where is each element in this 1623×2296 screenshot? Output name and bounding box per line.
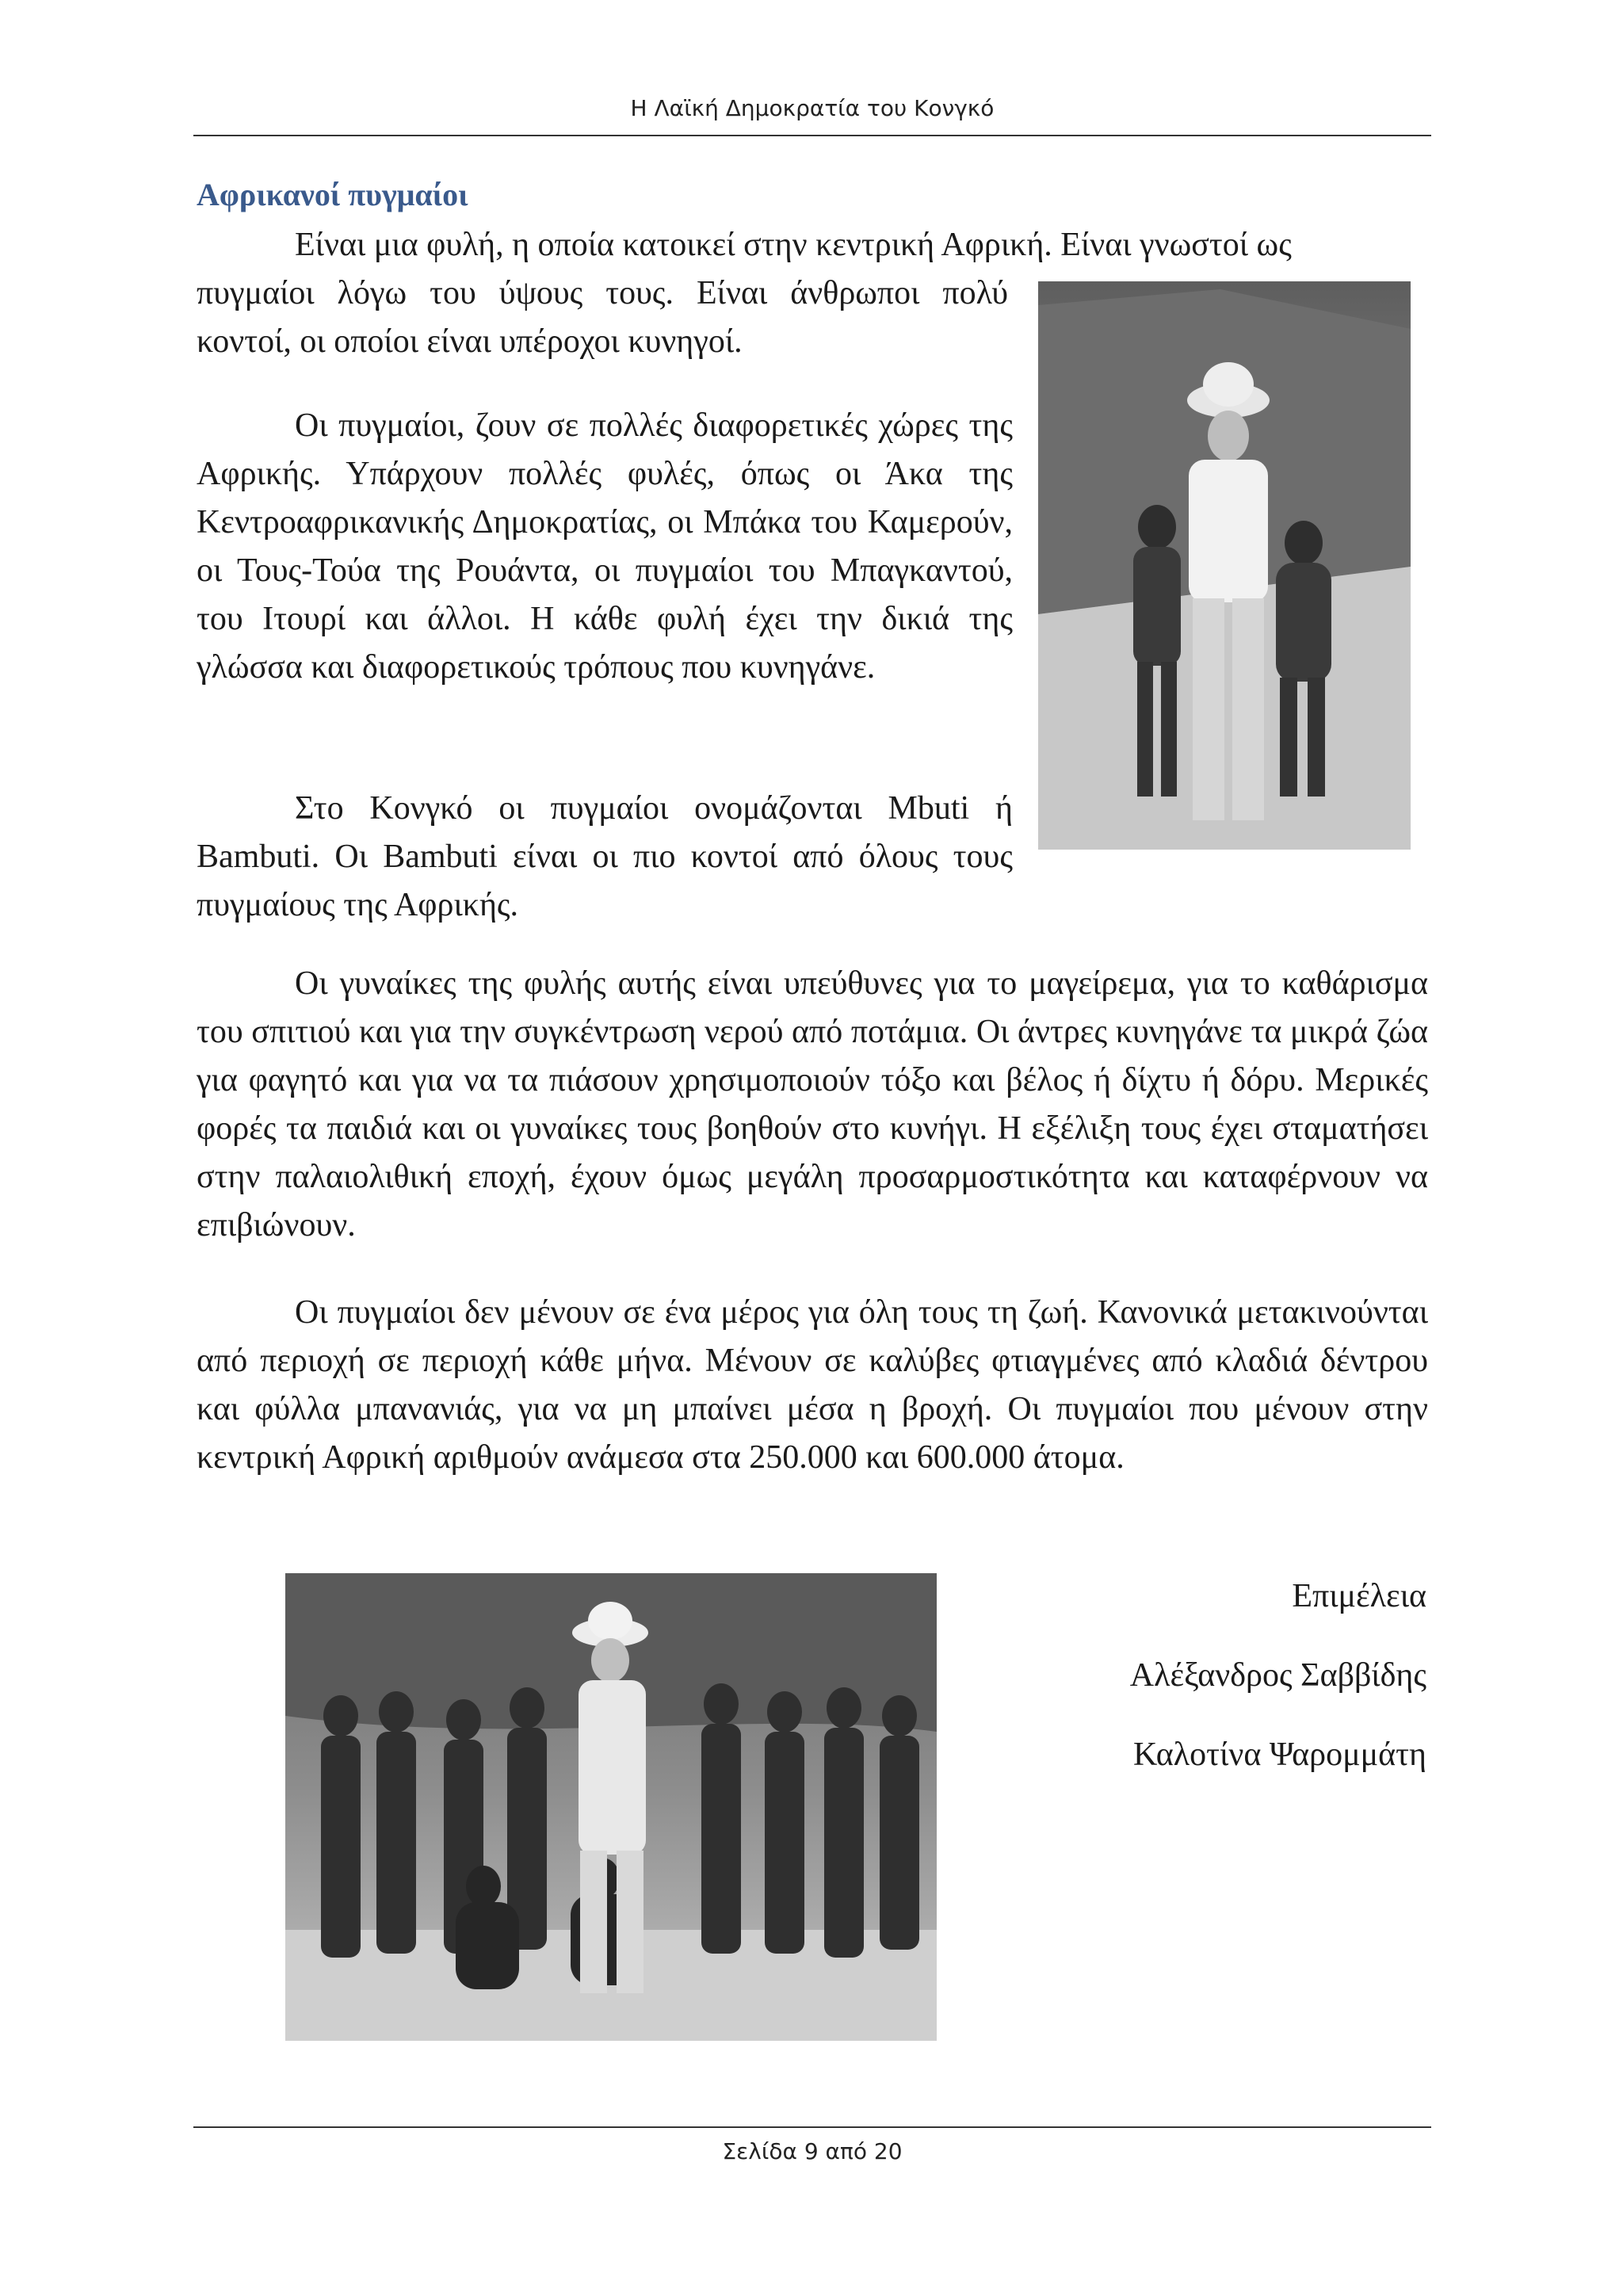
footer-divider <box>193 2126 1431 2128</box>
paragraph-1-continued: πυγμαίοι λόγω του ύψους τους. Είναι άνθρωποι πολύ κοντοί, οι οποίοι είναι υπέροχοι κυνηγοί. <box>197 275 1008 360</box>
header-divider <box>193 135 1431 136</box>
credits-author-2: Καλοτίνα Ψαρομμάτη <box>1133 1736 1426 1773</box>
paragraph-2: Οι πυγμαίοι, ζουν σε πολλές διαφορετικές χώρες της Αφρικής. Υπάρχουν πολλές φυλές, όπως οι Άκα της Κεντροαφρικανικής Δημοκρατίας, οι Μπάκα του Καμερούν, οι Τους-Τούα της Ρουάντα, οι πυγμαίοι του Μπαγκαντού, του Ιτουρί και άλλοι. Η κάθε φυλή έχει την δικιά της γλώσσα και διαφορετικούς τρόπους που κυνηγάνε. <box>197 407 1013 686</box>
paragraph-1-line-1: Είναι μια φυλή, η οποία κατοικεί στην κεντρική Αφρική. Είναι γνωστοί ως <box>295 227 1292 263</box>
page-number: Σελίδα 9 από 20 <box>722 2138 903 2164</box>
paragraph-4: Οι γυναίκες της φυλής αυτής είναι υπεύθυνες για το μαγείρεμα, για το καθάρισμα του σπιτιού και για την συγκέντρωση νερού από ποτάμια. Οι άντρες κυνηγάνε τα μικρά ζώα για φαγητό και για να τα πιάσουν χρησιμοποιούν τόξο και βέλος ή δίχτυ ή δόρυ. Μερικές φορές τα παιδιά και οι γυναίκες τους βοηθούν στο κυνήγι. Η εξέλιξη τους έχει σταματήσει στην παλαιολιθική εποχή, έχουν όμως μεγάλη προσαρμοστικότητα και καταφέρνουν να επιβιώνουν. <box>197 965 1428 1244</box>
credits-label: Επιμέλεια <box>1292 1578 1426 1614</box>
photo-explorer-with-pygmies <box>1038 281 1411 850</box>
paragraph-5: Οι πυγμαίοι δεν μένουν σε ένα μέρος για όλη τους τη ζωή. Κανονικά μετακινούνται από περιοχή σε περιοχή κάθε μήνα. Μένουν σε καλύβες φτιαγμένες από κλαδιά δέντρου και φύλλα μπανανιάς, για να μη μπαίνει μέσα η βροχή. Οι πυγμαίοι που μένουν στην κεντρική Αφρική αριθμούν ανάμεσα στα 250.000 και 600.000 άτομα. <box>197 1294 1428 1476</box>
photo-group-of-pygmies <box>285 1573 937 2041</box>
section-heading: Αφρικανοί πυγμαίοι <box>197 177 468 212</box>
page-header: Η Λαϊκή Δημοκρατία του Κονγκό <box>630 95 995 121</box>
paragraph-3: Στο Κονγκό οι πυγμαίοι ονομάζονται Mbuti ή Bambuti. Οι Bambuti είναι οι πιο κοντοί από όλους τους πυγμαίους της Αφρικής. <box>197 790 1013 923</box>
credits-author-1: Αλέξανδρος Σαββίδης <box>1129 1657 1426 1694</box>
